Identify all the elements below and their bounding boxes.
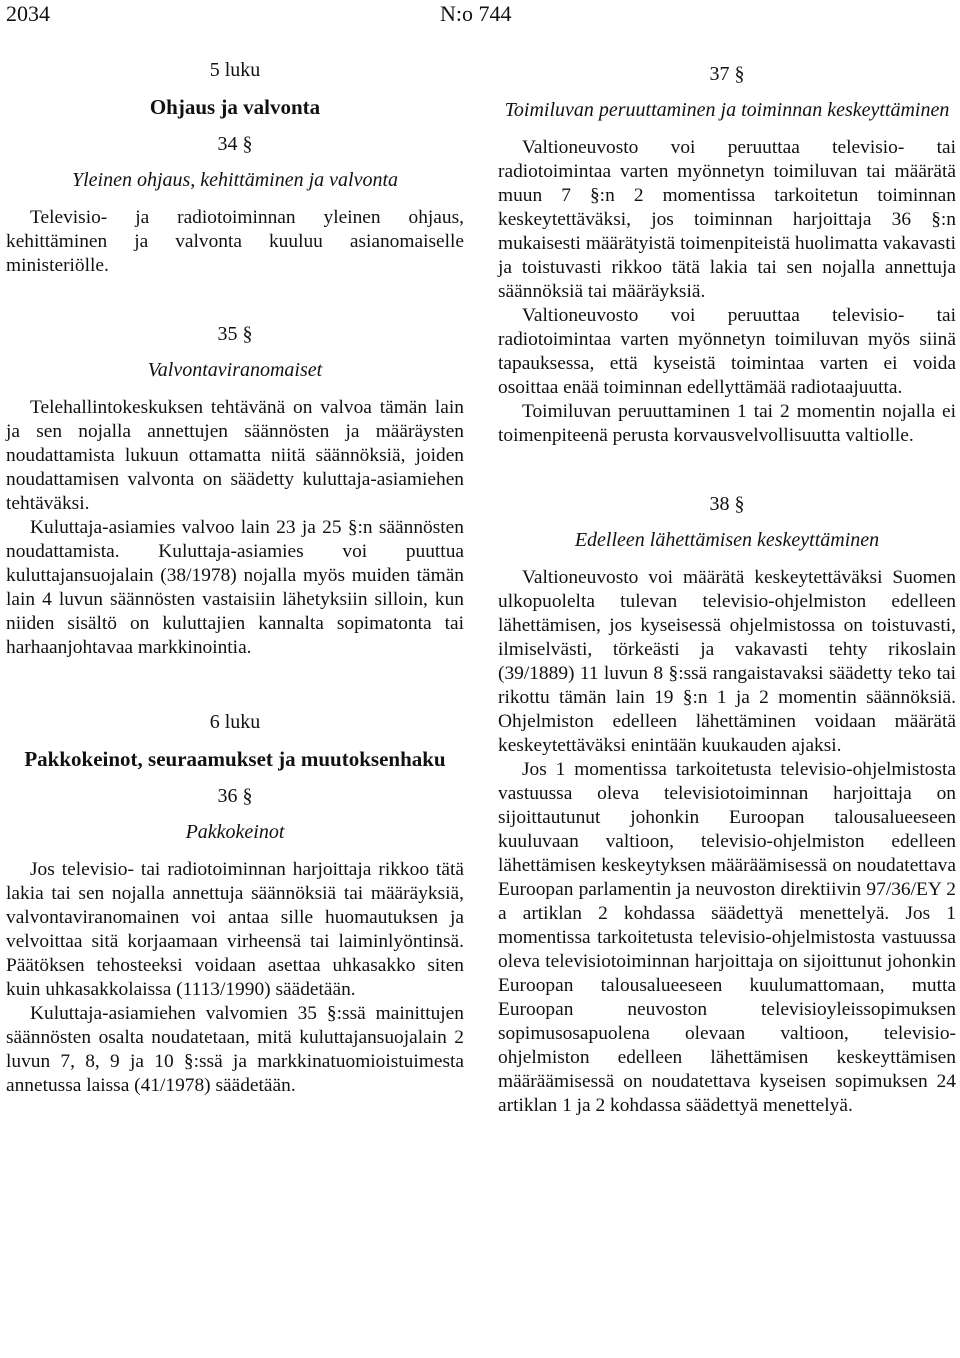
chapter-5-label: 5 luku: [209, 59, 261, 81]
section-37-number: 37 §: [709, 63, 745, 85]
page-number: 2034: [6, 1, 50, 26]
section-37-paragraph-1: Valtioneuvosto voi peruuttaa televisio- tai radiotoimintaa varten myönnetyn toimiluvan tai määrätä muun 7 §:n 2 momentissa tarkoitetun toiminnan keskeytettäväksi, jos toiminnan harjoittaja 36 §:n mukaisesti määrätyistä toimenpiteistä huolimatta vakavasti ja toistuvasti rikkoo tätä lakia tai sen nojalla annettuja säännöksiä tai määräyksiä.: [498, 137, 956, 302]
section-35-number: 35 §: [217, 323, 253, 345]
section-38-paragraph-2: Jos 1 momentissa tarkoitetusta televisio-ohjelmistosta vastuussa oleva televisiotoiminnan harjoittaja on sijoittautunut johonkin Euroopan talousalueeseen kuuluvaan valtioon, televisio-ohjelmiston edelleen lähettämisen keskeytyksen määräämisessä on noudatettava Euroopan parlamentin ja neuvoston direktiivin 97/36/EY 2 a artiklan 2 kohdassa säädettyä menettelyä. Jos 1 momentissa tarkoitetusta televisio-ohjelmistosta vastuussa oleva televisiotoiminnan harjoittaja on sijoittunut johonkin Euroopan talousalueeseen kuulumattomaan, mutta Euroopan neuvoston televisioyleissopimuksen sopimusosapuolena olevaan valtioon, televisio-ohjelmiston edelleen lähettämisen keskeyttämisen määräämisessä on noudatettava kyseisen sopimuksen 24 artiklan 1 ja 2 kohdassa säädettyä menettelyä.: [498, 759, 956, 1116]
chapter-5-title: Ohjaus ja valvonta: [149, 95, 321, 119]
page-header: [6, 0, 954, 30]
section-35-title: Valvontaviranomaiset: [147, 359, 323, 381]
left-column: [6, 52, 464, 1098]
section-37-paragraph-3: Toimiluvan peruuttaminen 1 tai 2 momentin nojalla ei toimenpiteenä perusta korvausvelvollisuutta valtiolle.: [498, 401, 956, 446]
section-36-title: Pakkokeinot: [185, 821, 285, 843]
section-37-paragraph-2: Valtioneuvosto voi peruuttaa televisio- tai radiotoimintaa varten myönnetyn toimiluvan myös siinä tapauksessa, että kyseistä toimintaa varten ei voida osoittaa enää toiminnan edellyttämää radiotaajuutta.: [498, 305, 956, 398]
section-34-paragraph-1: Televisio- ja radiotoiminnan yleinen ohjaus, kehittäminen ja valvonta kuuluu asianomaiselle ministeriölle.: [6, 207, 464, 276]
section-38-title: Edelleen lähettämisen keskeyttäminen: [574, 529, 880, 551]
section-34-number: 34 §: [217, 133, 253, 155]
section-38-number: 38 §: [709, 493, 745, 515]
chapter-6-label: 6 luku: [209, 711, 261, 733]
issue-number: N:o 744: [440, 1, 512, 26]
section-35-paragraph-1: Telehallintokeskuksen tehtävänä on valvoa tämän lain ja sen nojalla annettujen säännösten ja määräysten noudattamista lukuun ottamatta niitä säännöksiä, joiden noudattamisen valvonta on säädetty kuluttaja-asiamiehen tehtäväksi.: [6, 397, 464, 514]
section-38-paragraph-1: Valtioneuvosto voi määrätä keskeytettäväksi Suomen ulkopuolelta tulevan televisio-ohjelmiston edelleen lähettämisen, jos kyseisessä ohjelmistossa on toistuvasti, ilmiselvästi, törkeästi ja vakavasti tehty rikoslain (39/1889) 11 luvun 8 §:ssä rangaistavaksi säädetty teko tai rikottu tämän lain 19 §:n 1 ja 2 momentin säännöksiä. Ohjelmiston edelleen lähettäminen voidaan määrätä keskeytettäväksi enintään kuukauden ajaksi.: [498, 567, 956, 756]
section-36-paragraph-1: Jos televisio- tai radiotoiminnan harjoittaja rikkoo tätä lakia tai sen nojalla annettuja säännöksiä tai määräyksiä, valvontaviranomainen voi antaa sille huomautuksen ja velvoittaa sitä korjaamaan virheensä tai laiminlyöntinsä. Päätöksen tehosteeksi voidaan asettaa uhkasakko siten kuin uhkasakkolaissa (1113/1990) säädetään.: [6, 859, 464, 1000]
section-36-paragraph-2: Kuluttaja-asiamiehen valvomien 35 §:ssä mainittujen säännösten osalta noudatetaan, mitä kuluttajansuojalain 2 luvun 7, 8, 9 ja 10 §:ssä ja markkinatuomioistuimesta annetussa laissa (41/1978) säädetään.: [6, 1003, 464, 1096]
section-34-title: Yleinen ohjaus, kehittäminen ja valvonta: [71, 169, 399, 191]
section-35-paragraph-2: Kuluttaja-asiamies valvoo lain 23 ja 25 §:n säännösten noudattamista. Kuluttaja-asiamies voi puuttua kuluttajansuojalain (38/1978) nojalla myös muiden tämän lain 4 luvun säännösten vastaisiin lähetyksiin silloin, kun niiden sisältö on kuluttajien kannalta sopimatonta tai harhaanjohtavaa markkinointia.: [6, 517, 464, 658]
right-column: [498, 52, 956, 1118]
section-36-number: 36 §: [217, 785, 253, 807]
chapter-6-title: Pakkokeinot, seuraamukset ja muutoksenhaku: [24, 747, 446, 771]
section-37-title: Toimiluvan peruuttaminen ja toiminnan keskeyttäminen: [504, 99, 950, 121]
